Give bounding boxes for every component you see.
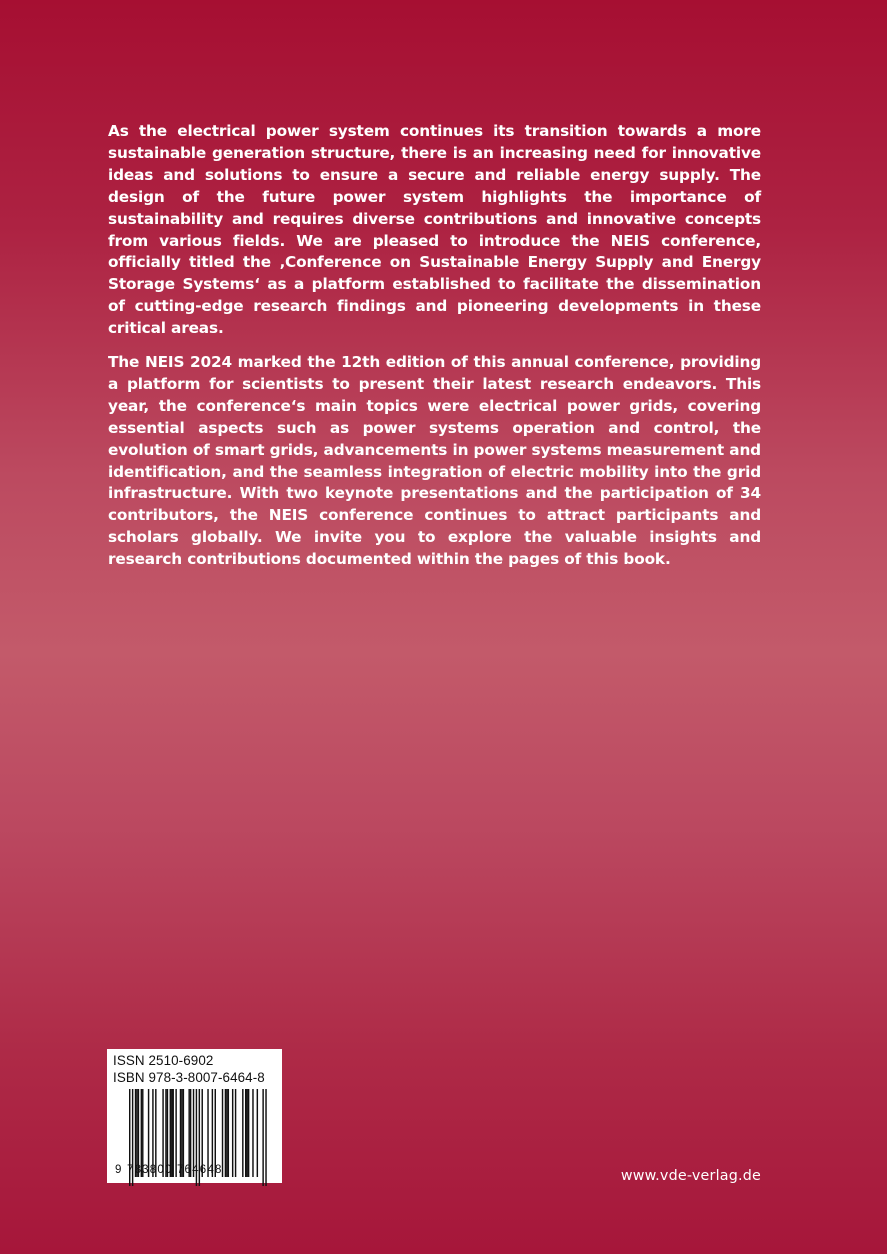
isbn-label: ISBN 978-3-8007-6464-8 (113, 1070, 265, 1085)
intro-paragraph: As the electrical power system continues its transition towards a more sustainable generation structure, there is an increasing need for innovative ideas and solutions to ensure a secure and reliable energy supply. The design of the future power system highlights the importance of sustainability and requires diverse contributions and innovative concepts from various fields. We are pleased to introduce the NEIS conference, officially titled the ‚Conference on Sustainable Energy Supply and Energy Storage Systems‘ as a platform established to facilitate the dissemination of cutting-edge research findings and pioneering developments in these critical areas. (108, 122, 761, 338)
issn-label: ISSN 2510-6902 (113, 1053, 214, 1068)
conference-paragraph: The NEIS 2024 marked the 12th edition of this annual conference, providing a platform for scientists to present their latest research endeavors. This year, the conference‘s main topics were electrical power grids, covering essential aspects such as power systems operation and control, the evolution of smart grids, advancements in power systems measurement and identification, and the seamless integration of electric mobility into the grid infrastructure. With two keynote presentations and the participation of 34 contributors, the NEIS conference continues to attract participants and scholars globally. We invite you to explore the valuable insights and research contributions documented within the pages of this book. (108, 353, 761, 569)
barcode-number: 9 783800 764648 (115, 1164, 223, 1176)
publisher-website: www.vde-verlag.de (620, 1168, 761, 1184)
isbn-barcode-box (107, 1049, 282, 1183)
